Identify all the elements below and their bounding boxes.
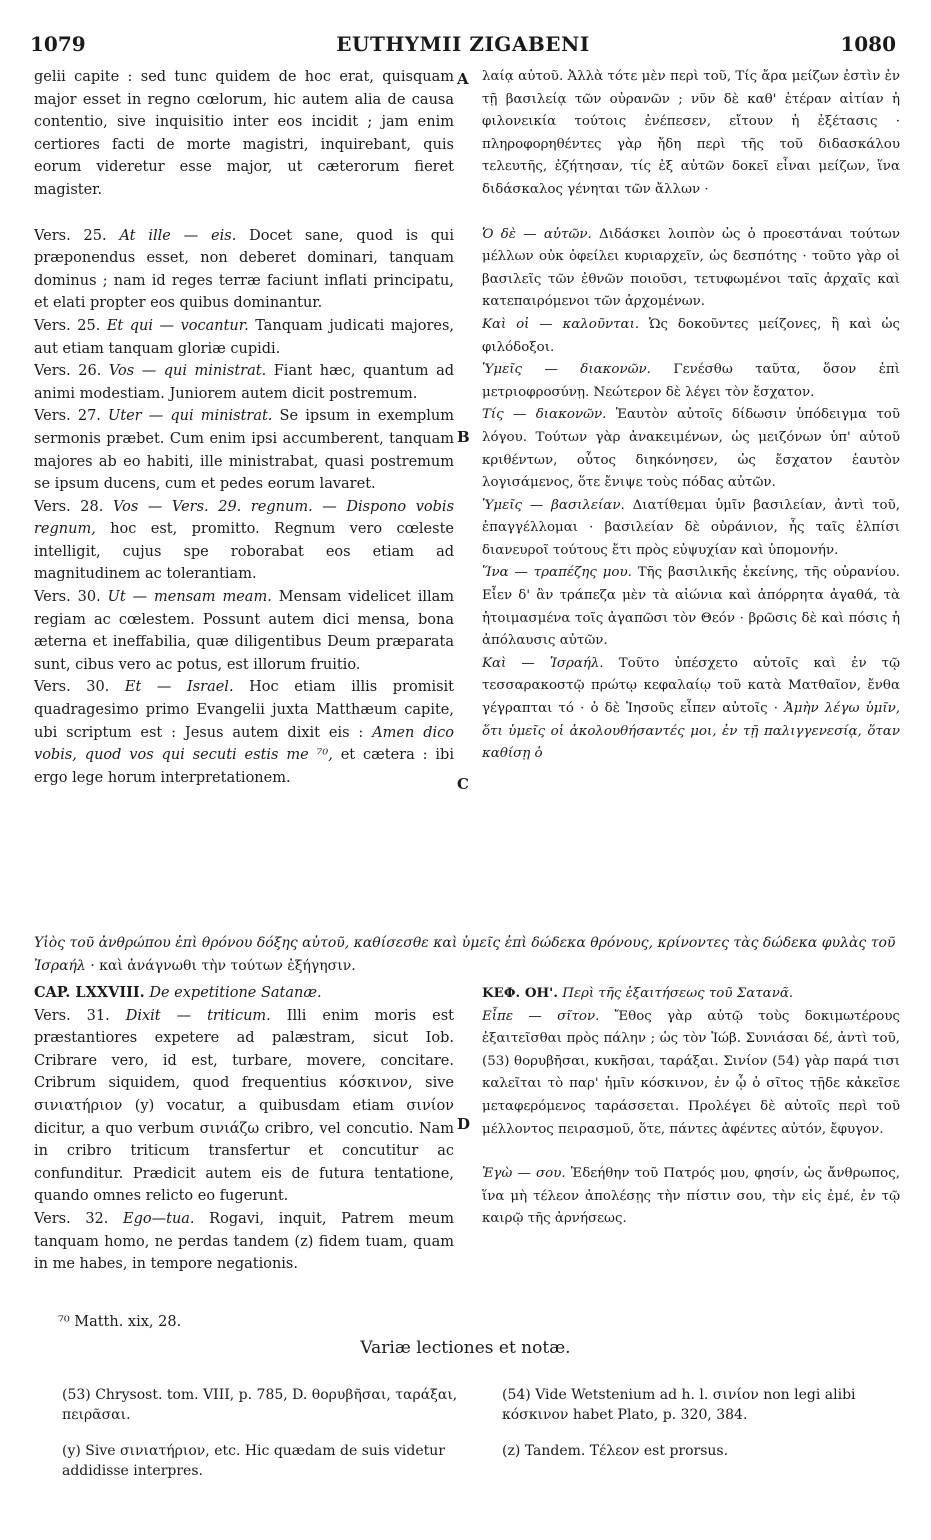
verse-lemma: Ὑμεῖς — βασιλείαν. — [482, 497, 625, 513]
margin-letter-b: B — [457, 428, 470, 446]
verse-lemma: Ego—tua. — [123, 1210, 195, 1227]
running-title: EUTHYMII ZIGABENI — [336, 32, 590, 56]
verse-text: Διδάσκει λοιπὸν ὡς ὁ προεστάναι τούτων μέλλων οὐκ ὀφείλει κυριαρχεῖν, ὡς δεσπότης · τοῦτο γὰρ οἱ βασιλεῖς τῶν ἐθνῶν ποιοῦσι, τετυφωμένοι ταῖς ἀρχαῖς καὶ κατεπαιρόμενοι τῶν ἀρχομένων. — [482, 226, 900, 310]
quotation-text: Υἱὸς τοῦ ἀνθρώπου ἐπὶ θρόνου δόξης αὐτοῦ, καθίσεσθε καὶ ὑμεῖς ἐπὶ δώδεκα θρόνους, κρίνοντες τὰς δώδεκα φυλὰς τοῦ Ἰσραήλ · — [34, 935, 896, 974]
verse-label: Vers. 30. — [34, 589, 101, 606]
verse-text: Γενέσθω ταῦτα, ὅσον ἐπὶ μετριοφροσύνῃ. Νεώτερον δὲ λέγει τὸν ἔσχατον. — [482, 362, 900, 400]
greek-verse-32 — [482, 1163, 900, 1231]
greek-chapter-heading — [482, 982, 900, 1006]
greek-verse-31 — [482, 1006, 900, 1142]
note-53: (53) Chrysost. tom. VIII, p. 785, D. θορυβῆσαι, ταράξαι, πειρᾶσαι. — [62, 1387, 458, 1423]
verse-lemma: Et qui — vocantur. — [106, 317, 249, 334]
verse-label: Vers. 30. — [34, 679, 110, 696]
verse-quotation: Amen dico vobis, quod vos qui secuti estis me ⁷⁰, — [34, 724, 454, 764]
latin-verse-26 — [34, 360, 454, 405]
chapter-title: Περὶ τῆς ἐξαιτήσεως τοῦ Σατανᾶ. — [562, 986, 794, 1001]
greek-verse-27 — [482, 404, 900, 494]
verse-lemma: Ut — mensam meam. — [107, 589, 272, 606]
latin-column-lower — [34, 982, 454, 1276]
greek-column-upper — [482, 66, 900, 926]
latin-verse-30 — [34, 586, 454, 676]
margin-letter-d: D — [457, 1115, 471, 1133]
greek-verse-26 — [482, 359, 900, 404]
verse-text: Rogavi, inquit, Patrem meum tanquam homo, ne perdas tandem (z) fidem tuam, quam in me habes, in tempore negationis. — [34, 1210, 454, 1273]
latin-verse-32 — [34, 1208, 454, 1276]
verse-label: Vers. 27. — [34, 408, 101, 425]
verse-label: Vers. 25. — [34, 317, 101, 334]
verse-text: Tanquam judicati majores, aut etiam tanquam gloriæ cupidi. — [34, 317, 455, 357]
latin-verse-25 — [34, 315, 454, 360]
greek-verse-30 — [482, 562, 900, 652]
verse-text: Hoc etiam illis promisit quadragesimo primo Evangelii juxta Matthæum capite, ubi scriptum est : Jesus autem dixit eis : — [34, 679, 455, 741]
verse-text: Mensam videlicet illam regiam ac cœlestem. Possunt autem dici mensa, bona æterna et ineffabilia, quæ diligentibus Deum præparata sunt, cibus vero ac potus, est illorum fruitio. — [34, 589, 455, 673]
verse-lemma: Uter — qui ministrat. — [108, 408, 273, 425]
margin-letter-a: A — [457, 70, 469, 88]
greek-verse-28 — [482, 495, 900, 563]
latin-verse-27 — [34, 405, 454, 495]
verse-text: Τοῦτο ὑπέσχετο αὐτοῖς καὶ ἐν τῷ τεσσαρακοστῷ πρώτῳ κεφαλαίῳ τοῦ κατὰ Ματθαῖον, ἔνθα γέγραπται τό · ὁ δὲ Ἰησοῦς εἶπεν αὐτοῖς · — [482, 655, 901, 717]
greek-verse-30b — [482, 653, 900, 766]
verse-text: Ἑαυτὸν αὐτοῖς δίδωσιν ὑπόδειγμα τοῦ λόγου. Τούτων γὰρ ἀνακειμένων, ὡς μειζόνων ὑπ' αὐτοῦ κριθέντων, οὗτος διηκόνησεν, ὡς ἔσχατον ἑαυτὸν λογισάμενος, ὅτε ἔνιψε τοὺς πόδας αὐτῶν. — [482, 407, 900, 491]
verse-lemma: Vos — qui ministrat. — [108, 363, 267, 380]
verse-text: Ὡς δοκοῦντες μείζονες, ἢ καὶ ὡς φιλόδοξοι. — [482, 316, 900, 355]
verse-text: Ἔθος γὰρ αὐτῷ τοὺς δοκιμωτέρους ἐξαιτεῖσθαι πρὸς πάλην ; ὡς τὸν Ἰώβ. Συνιάσαι δέ, ἀντὶ τοῦ, (53) θορυβῆσαι, κυκῆσαι, ταράξαι. Σινίον (54) γὰρ παρά τισι καλεῖται τὸ παρ' ἡμῖν κόσκινον, ἐν ᾧ ὁ σῖτος τῇδε κἀκεῖσε μεταφερόμενος ταράσσεται. Προλέγει δὲ αὐτοῖς περὶ τοῦ μέλλοντος πειρασμοῦ, ὅτε, πάντες ἀφέντες αὐτόν, ἔφυγον. — [482, 1008, 900, 1137]
latin-verse-23 — [34, 225, 454, 315]
latin-verse-30b — [34, 676, 454, 789]
latin-verse-31 — [34, 1005, 454, 1208]
latin-intro-paragraph: gelii capite : sed tunc quidem de hoc erat, quisquam major esset in regno cœlorum, hic autem alia de causa contentio, sive inquisitio inter eos incidit ; jam enim certiores facti de morte magistri, inquirebant, quis eorum videretur esse major, ut cæterorum fieret magister. — [34, 69, 454, 198]
verse-lemma: Καὶ οἱ — καλοῦνται. — [482, 316, 640, 332]
latin-verse-28 — [34, 496, 454, 586]
verse-text: Τῆς βασιλικῆς ἐκείνης, τῆς οὐρανίου. Εἶεν δ' ἂν τράπεζα μὲν τὰ αἰώνια καὶ ἀπόρρητα ἀγαθά, τὰ ἡτοιμασμένα τοῖς ἀγαπῶσι τὸν Θεόν · βρῶσις δὲ καὶ πόσις ἡ ἀπόλαυσις αὐτῶν. — [482, 565, 900, 649]
verse-text: Illi enim moris est præstantiores expetere ad palæstram, sicut Iob. Cribrare vero, id est, turbare, movere, concitare. Cribrum siquidem, quod frequentius κόσκινον, sive σινιατήριον (y) vocatur, a quibusdam etiam σινίον dicitur, a quo verbum σινιάζω cribro, vel concutio. Nam in cribro triticum transfertur et concutitur ac confunditur. Prædicit autem eis de futura tentatione, quando omnes relicto eo fugerunt. — [34, 1007, 454, 1205]
fullwidth-greek-quotation — [34, 932, 900, 977]
verse-label: Vers. 25. — [34, 227, 107, 244]
chapter-title: De expetitione Satanæ. — [149, 985, 322, 1001]
latin-chapter-heading — [34, 982, 454, 1005]
verse-lemma: Καὶ — Ἰσραήλ. — [482, 655, 604, 671]
verse-lemma: Ἵνα — τραπέζης μου. — [482, 565, 632, 581]
note-54: (54) Vide Wetstenium ad h. l. σινίον non legi alibi κόσκινον habet Plato, p. 320, 384. — [502, 1387, 856, 1423]
verse-quotation: Ἀμὴν λέγω ὑμῖν, ὅτι ὑμεῖς οἱ ἀκολουθήσαντές μοι, ἐν τῇ παλιγγενεσίᾳ, ὅταν καθίσῃ ὁ — [482, 701, 900, 762]
greek-verse-23 — [482, 224, 900, 314]
greek-verse-25 — [482, 314, 900, 359]
verse-lemma: Et — Israel. — [124, 679, 234, 696]
verse-lemma: Dixit — triticum. — [125, 1007, 271, 1024]
page-number-right: 1080 — [840, 32, 896, 56]
verse-text: Διατίθεμαι ὑμῖν βασιλείαν, ἀντὶ τοῦ, ἐπαγγέλλομαι · βασιλείαν δὲ οὐράνιον, ἧς ταῖς ἐλπίσι διανευροῖ τούτους ἔτι πρὸς εὐψυχίαν καὶ ὑπομονήν. — [482, 497, 900, 558]
verse-label: Vers. 31. — [34, 1007, 110, 1024]
verse-lemma: Ὁ δὲ — αὐτῶν. — [482, 226, 592, 242]
notes-heading: Variæ lectiones et notæ. — [360, 1338, 571, 1358]
chapter-number: ΚΕΦ. ΟΗ'. — [482, 985, 558, 1001]
verse-label: Vers. 28. — [34, 498, 104, 515]
verse-lemma: Εἶπε — σῖτον. — [482, 1008, 600, 1024]
verse-text: Se ipsum in exemplum sermonis præbet. Cum enim ipsi accumberent, tanquam majores ab eo habiti, ille ministrabat, quasi postremum se ipsum ducens, cum et pedes eorum lavaret. — [34, 408, 454, 493]
running-header — [30, 32, 896, 58]
verse-text: Ἐδεήθην τοῦ Πατρός μου, φησίν, ὡς ἄνθρωπος, ἵνα μὴ τέλεον ἀπολέσῃς τὴν πίστιν σου, τὴν εἰς ἐμέ, ἐν τῷ καιρῷ τῆς ἀρνήσεως. — [482, 1166, 900, 1227]
verse-text: Fiant hæc, quantum ad animi modestiam. Juniorem autem dicit postremum. — [34, 363, 455, 402]
verse-lemma: Ἐγὼ — σου. — [482, 1166, 566, 1182]
greek-intro-paragraph: λαίᾳ αὐτοῦ. Ἀλλὰ τότε μὲν περὶ τοῦ, Τίς ἄρα μείζων ἐστὶν ἐν τῇ βασιλείᾳ τῶν οὐρανῶν ; νῦν δὲ καθ' ἑτέραν αἰτίαν ἡ φιλονεικία τούτοις ἐνέπεσεν, εἴτουν ἡ ἐξέτασις · πληροφορηθέντες γὰρ ἤδη περὶ τῆς τοῦ διδασκάλου τελευτῆς, ἐζήτησαν, τίς ἐξ αὐτῶν δοκεῖ εἶναι μείζων, ἵνα διδάσκαλος γένηται τῶν ἄλλων · — [482, 69, 900, 197]
margin-letter-c: C — [457, 775, 469, 793]
greek-column-lower — [482, 982, 900, 1231]
page-number-left: 1079 — [30, 32, 86, 56]
verse-label: Vers. 26. — [34, 363, 102, 380]
verse-label: Vers. 32. — [34, 1210, 109, 1227]
verse-text: hoc est, promitto. Regnum vero cœleste intelligit, cujus spe roborabat eos etiam ad magnitudinem ac tolerantiam. — [34, 521, 454, 583]
quotation-tail: καὶ ἀνάγνωθι τὴν τούτων ἐξήγησιν. — [94, 957, 356, 974]
verse-lemma: Vos — Vers. 29. regnum. — Dispono vobis regnum, — [34, 498, 455, 538]
footnote: ⁷⁰ Matth. xix, 28. — [58, 1314, 182, 1330]
verse-lemma: Ὑμεῖς — διακονῶν. — [482, 362, 651, 378]
verse-text: Docet sane, quod is qui præponendus esset, non deberet dominari, tanquam dominus ; nam id reges terræ faciunt inflati principatu, et elati propter eos quibus dominantur. — [34, 227, 455, 312]
note-z: (z) Tandem. Τέλεον est prorsus. — [502, 1443, 729, 1459]
note-y: (y) Sive σινιατήριον, etc. Hic quædam de suis videtur addidisse interpres. — [62, 1443, 445, 1479]
verse-lemma: Τίς — διακονῶν. — [482, 407, 607, 423]
verse-lemma: At ille — eis. — [119, 227, 237, 244]
chapter-number: CAP. LXXVIII. — [34, 984, 145, 1001]
latin-column-upper — [34, 66, 454, 926]
verse-text: et cætera : ibi ergo lege horum interpretationem. — [34, 747, 454, 786]
